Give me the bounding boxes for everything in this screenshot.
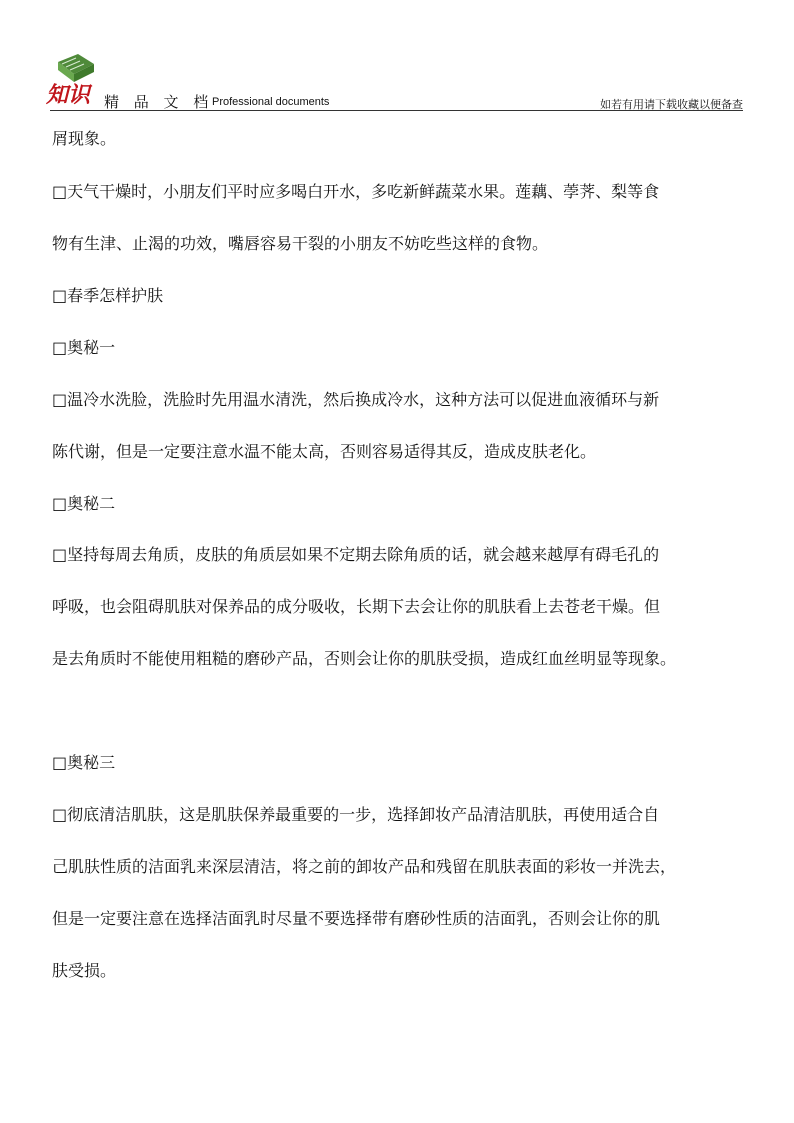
text-line: 是去角质时不能使用粗糙的磨砂产品，否则会让你的肌肤受损，造成红血丝明显等现象。 [52, 649, 677, 668]
text-line: □天气干燥时，小朋友们平时应多喝白开水，多吃新鲜蔬菜水果。莲藕、荸荠、梨等食 [52, 182, 660, 201]
section-heading: □奥秘三 [52, 753, 116, 772]
text-line: □彻底清洁肌肤，这是肌肤保养最重要的一步，选择卸妆产品清洁肌肤，再使用适合自 [52, 805, 660, 824]
text-line: 陈代谢，但是一定要注意水温不能太高，否则容易适得其反，造成皮肤老化。 [52, 442, 597, 461]
section-heading: □春季怎样护肤 [52, 286, 164, 305]
header-download-note: 如若有用请下载收藏以便备查 [600, 98, 743, 111]
svg-text:知识: 知识 [46, 82, 91, 108]
section-heading: □奥秘一 [52, 338, 116, 357]
section-heading: □奥秘二 [52, 494, 116, 513]
text-line: □坚持每周去角质，皮肤的角质层如果不定期去除角质的话，就会越来越厚有碍毛孔的 [52, 545, 660, 564]
header-subtitle: Professional documents [212, 96, 330, 108]
text-line: 己肌肤性质的洁面乳来深层清洁，将之前的卸妆产品和残留在肌肤表面的彩妆一并洗去， [52, 857, 677, 876]
text-line: 肤受损。 [52, 961, 117, 980]
header-title: 精 品 文 档 [104, 93, 214, 111]
text-line: 呼吸，也会阻碍肌肤对保养品的成分吸收，长期下去会让你的肌肤看上去苍老干燥。但 [52, 597, 661, 616]
text-line: 但是一定要注意在选择洁面乳时尽量不要选择带有磨砂性质的洁面乳，否则会让你的肌 [52, 909, 661, 928]
text-line: □温冷水洗脸，洗脸时先用温水清洗，然后换成冷水，这种方法可以促进血液循环与新 [52, 390, 660, 409]
text-line: 屑现象。 [52, 129, 117, 148]
text-line: 物有生津、止渴的功效，嘴唇容易干裂的小朋友不妨吃些这样的食物。 [52, 234, 549, 253]
